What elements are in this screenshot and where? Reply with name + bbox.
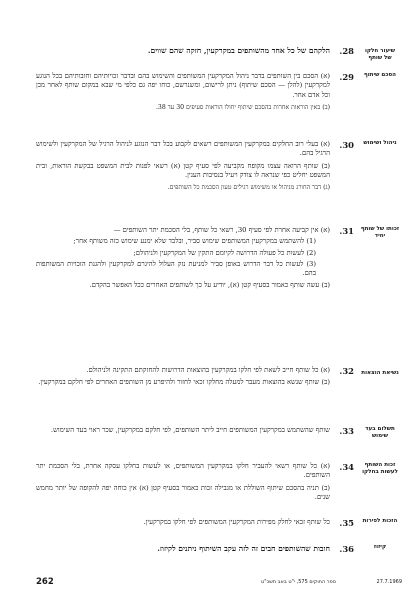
section-body	[36, 72, 330, 112]
margin-label: זכותו של שותף יחיד	[360, 226, 400, 239]
subsection-b: (ב) שותף הרואה עצמו מקופח מקביעה לפי סעיף קטן (א) רשאי לפנות לבית המשפט בבקשת הוראות, ובית המשפט יחליט כפי שנראה לו צודק ויעיל בנסיבות הענין.	[36, 161, 330, 179]
section-text: הלקהם של כל אחד מהשותפים במקרקעין, חזקה שהם שווים.	[147, 46, 330, 55]
margin-label: זכות השותף לעשות בחלקו	[362, 462, 398, 475]
subsection-a: (א) כל שותף רשאי להעביר חלקו במקרקעין המשותפים, או לעשות בחלקו עסקה אחרת, בלי הסכמת יתר השותפים.	[36, 462, 330, 480]
margin-label: קיזוז	[373, 544, 387, 550]
margin-label: הסכם שיתוף	[363, 72, 397, 78]
subsection-b: (ב) שותף שנשא בהוצאות מעבר למעלה מחלקו זכאי לחזור ולהיפרע מן השותפים האחרים לפי חלקם במקרקעין.	[38, 378, 330, 387]
page-number: 262	[36, 577, 54, 587]
section-body	[36, 366, 330, 388]
section-number: 36.	[339, 544, 354, 554]
margin-label: תשלום בעד שימוש	[365, 426, 395, 439]
publication-reference: ספר החוקים 575, י"ט באב תשכ"ט	[261, 579, 336, 585]
margin-label: ניהול ושימוש	[363, 140, 397, 146]
subsection-c: (ג) דבר החורג מניהול או משימוש רגילים טעון הסכמת כל השותפים.	[167, 184, 330, 192]
section-number: 29.	[339, 72, 354, 82]
section-number: 31.	[339, 226, 354, 236]
publication-date: 27.7.1969	[376, 579, 402, 585]
subsection-a: (א) בעלי רוב החלקים במקרקעין המשותפים רשאים לקבוע בכל דבר הנוגע לניהול הרגיל של המקרקעין ולשימוש הרגיל בהם.	[36, 140, 330, 158]
section-text: חובות שהשותפים חבים זה לזה עקב השיתוף ניתנים לקיזוז.	[157, 544, 330, 553]
section-body	[36, 226, 330, 291]
section-number: 32.	[339, 366, 354, 376]
margin-label: שיעור חלקו של שותף	[364, 48, 396, 61]
section-text: כל שותף זכאי לחלק מפירות המקרקעין המשותפים לפי חלקו במקרקעין.	[143, 518, 330, 526]
subsection-a: (א) אין קביעה אחרת לפי סעיף 30, רשאי כל שותף, בלי הסכמת יתר השותפים —	[113, 226, 330, 234]
section-number: 35.	[339, 518, 354, 528]
subsection-a: (א) כל שותף חייב לשאת לפי חלקו במקרקעין בהוצאות הדרושות להחזקתם התקינה ולניהולם.	[86, 366, 330, 374]
subsection-a: (א) הסכם בין השותפים בדבר ניהול המקרקעין המשותפים והשימוש בהם ובדבר זכויותיהם וחובותיהם בכל הנוגע למקרקעין (להלן — הסכם שיתוף) ניתן לרישום, ומשנרשם, כוחו יפה גם כלפי מי שבא במקום שותף לאחר מכן וכל אדם אחר.	[36, 72, 330, 99]
section-number: 30.	[339, 140, 354, 150]
subsection-b: (ב) תניה בהסכם שיתוף השוללת או מגבילה זכות כאמור בסעיף קטן (א) אין כוחה יפה להקופה של יותר מחמש שנים.	[36, 483, 330, 501]
section-number: 33.	[339, 426, 354, 436]
subsection-b: (ב) באין הוראות אחרות בהסכם שיתוף יחולו הוראות סעיפים 30 עד 38.	[155, 103, 330, 111]
section-number: 28.	[339, 46, 354, 56]
subsection-b: (ב) עשה שותף כאמור בסעיף קטן (א), יודיע על כך לשותפים האחרים ככל האפשר בהקדם.	[89, 281, 330, 290]
section-number: 34.	[339, 462, 354, 472]
section-text: שותף שהשתמש במקרקעין המשותפים חייב ליתר השותפים, לפי חלקם במקרקעין, שכר ראוי בעד השימוש.	[50, 426, 330, 434]
item-2: (2) לעשות כל פעולה הדרושה לקיומם התקין של המקרקעין ולניהולם;	[133, 248, 316, 257]
margin-label: הזכות לפירות	[362, 518, 398, 524]
item-3: (3) לעשות כל דבר הדרוש באופן סביר למניעת נזק העלול להיגרם למקרקעין ולהגנת הזכויות המשותפות בהם.	[36, 259, 316, 278]
section-body	[36, 462, 330, 502]
item-1: (1) להשתמש במקרקעין המשותפים שימוש סביר, ובלבד שלא ימנע שימוש כזה משותף אחר;	[73, 237, 316, 246]
section-body	[36, 140, 330, 192]
margin-label: נשיאת הוצאות	[361, 370, 399, 376]
